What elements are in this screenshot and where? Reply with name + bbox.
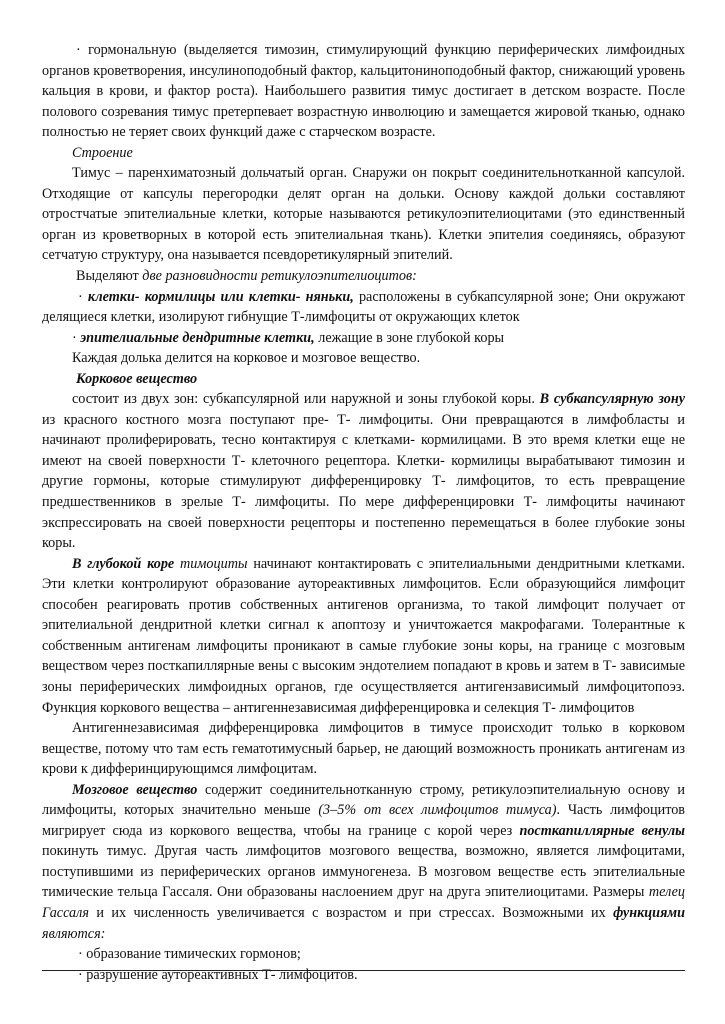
list-item-nurse-cells (42, 287, 685, 328)
text-run: начинают контактировать с эпителиальными дендритными клетками. Эти клетки контролируют образование аутореактивных лимфоцитов. Если образующийся лимфоцит способен реагировать против собственных антигенов организма, то такой лимфоцит получает от эпителиальной дендритной клетки сигнал к апоптозу и уничтожается макрофагами. Толерантные к собственным антигенам лимфоциты проникают в самые глубокие зоны коры, на границе с мозговым веществом через посткапиллярные вены с высоким эндотелием попадают в кровь и затем в Т- зависимые зоны периферических лимфоидных органов, где осуществляется антигензависимый лимфоцитопоэз. Функция коркового вещества – антигеннезависимая дифференцировка и селекция Т- лимфоцитов (42, 555, 685, 716)
bold-italic-term: эпителиальные дендритные клетки, (80, 329, 315, 346)
paragraph-lobule-division: Каждая долька делится на корковое и мозговое вещество. (72, 350, 421, 367)
paragraph-medulla (42, 780, 685, 944)
text-run: состоит из двух зон: субкапсулярной или наружной и зоны глубокой коры. (72, 391, 540, 408)
text-run: Выделяют (76, 268, 143, 285)
text-run: содержит соединительнотканную строму, ретикулоэпителиальную основу и лимфоциты, которых значительно меньше (42, 781, 686, 819)
italic-run: являются: (42, 925, 106, 942)
text-run: лежащие в зоне глубокой коры (314, 329, 505, 346)
paragraph-reticuloepithelial-types (42, 266, 685, 287)
italic-run: две разновидности ретикулоэпителиоцитов: (142, 268, 417, 285)
paragraph-cortex-zones (42, 389, 685, 553)
text-run: расположены в субкапсулярной зоне; Они окружают делящиеся клетки, изолируют гибнущие Т-лимфоциты от окружающих клеток (42, 288, 686, 326)
list-item-autoreactive-destruction: · разрушение аутореактивных Т- лимфоцитов. (78, 966, 358, 983)
paragraph-thymus-structure: Тимус – паренхиматозный дольчатый орган. Снаружи он покрыт соединительнотканной капсулой. Отходящие от капсулы перегородки делят орган на дольки. Основу каждой дольки составляют отростчатые эпителиальные клетки, которые называются ретикулоэпителиоцитами (это единственный орган из кроветворных в которой есть эпителиальная ткань). Клетки эпителия соединяясь, образуют сетчатую структуру, она называется псевдоретикулярный эпителий. (42, 165, 685, 264)
bold-italic-term: функциями (613, 904, 685, 921)
list-item-hormone-formation: · образование тимических гормонов; (78, 946, 301, 963)
bold-italic-term: В глубокой коре (72, 555, 175, 572)
text-run: покинуть тимус. Другая часть лимфоцитов мозгового вещества, возможно, является лимфоцитами, поступившими из периферических органов иммуногенеза. В мозговом веществе есть эпителиальные тимические тельца Гассаля. Они образованы наслоением друг на друга эпителиоцитами. Размеры (42, 843, 685, 901)
bold-italic-term: Мозговое вещество (72, 781, 198, 798)
text-run: . Часть лимфоцитов мигрирует сюда из коркового вещества, чтобы на границе с корой через (42, 802, 685, 839)
bold-italic-term: клетки- кормилицы или клетки- няньки, (87, 288, 354, 305)
paragraph-antigen-independent: Антигеннезависимая дифференцировка лимфоцитов в тимусе происходит только в корковом веществе, потому что там есть гематотимусный барьер, не дающий возможность проникать антигенам из крови к дифферинцирующимся лимфоцитам. (42, 720, 685, 778)
bullet-marker: · (78, 288, 88, 305)
italic-run: (3–5% от всех лимфоцитов тимуса) (318, 802, 557, 819)
list-item-dendritic-cells (42, 328, 685, 349)
heading-structure: Строение (72, 144, 133, 161)
paragraph-hormonal-function: · гормональную (выделяется тимозин, стимулирующий функцию периферических лимфоидных органов кроветворения, инсулиноподобный фактор, кальцитониноподобный фактор, снижающий уровень кальция в крови, и фактор роста). Наибольшего развития тимус достигает в детском возрасте. После полового созревания тимус претерпевает возрастную инволюцию и замещается жировой тканью, однако полностью не теряет своих функций даже с старческом возрасте. (42, 42, 685, 141)
italic-run: тимоциты (174, 555, 248, 572)
document-page (42, 40, 685, 985)
bullet-marker: · (72, 329, 81, 346)
bold-italic-term: В субкапсулярную зону (539, 391, 686, 408)
footer-divider (42, 970, 685, 971)
paragraph-deep-cortex (42, 554, 685, 718)
text-run: из красного костного мозга поступают пре- Т- лимфоциты. Они превращаются в лимфобласты и начинают пролиферировать, тесно контактируя с клетками- кормилицами. В это время клетки еще не имеют на своей поверхности Т- клеточного рецептора. Клетки- кормилицы вырабатывают тимозин и другие гормоны, которые стимулируют дифференцировку Т- лимфоцитов, то есть превращение предшественников в зрелые Т- лимфоциты. По мере дифференцировки Т- лимфоциты начинают экспрессировать на своей поверхности рецепторы и постепенно перемещаться в более глубокие зоны коры. (42, 411, 685, 552)
bold-italic-term: посткапиллярные венулы (519, 822, 686, 839)
italic-run: телец Гассаля (42, 884, 685, 921)
heading-cortex: Корковое вещество (76, 370, 198, 387)
text-run: и их численность увеличивается с возрастом и при стрессах. Возможными их (88, 904, 614, 921)
